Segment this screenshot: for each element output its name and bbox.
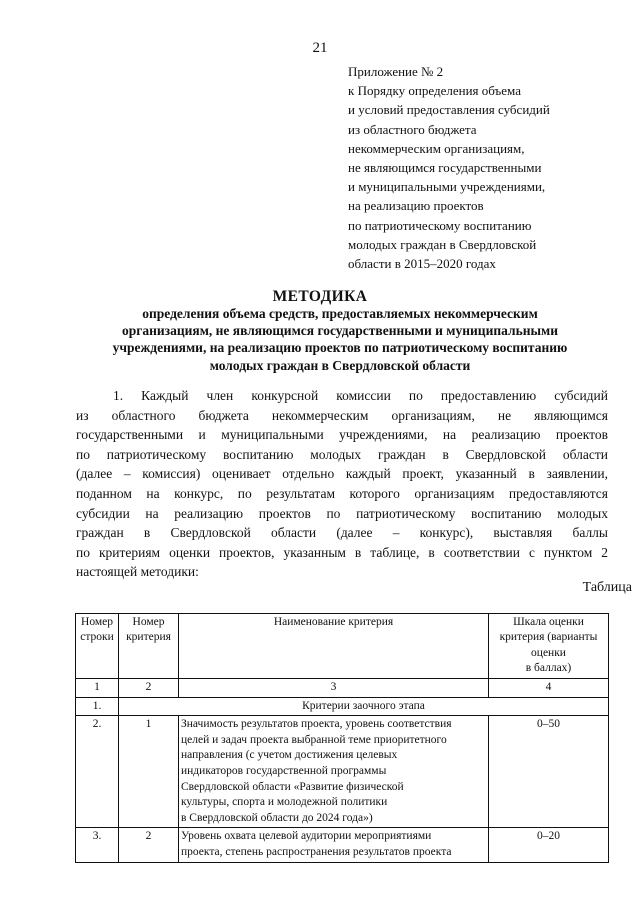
document-subtitle <box>60 305 620 374</box>
column-number: 2 <box>119 679 179 698</box>
appendix-line: Приложение № 2 <box>348 64 444 79</box>
appendix-line: и условий предоставления субсидий <box>348 102 550 118</box>
appendix-header <box>348 62 638 273</box>
criterion-scale: 0–50 <box>489 716 609 828</box>
paragraph-line: государственными и муниципальными учреждениями, на реализацию проектов <box>76 427 608 443</box>
criterion-number: 1 <box>119 716 179 828</box>
paragraph-line: (далее – комиссия) оценивает отдельно каждый проект, указанный в заявлении, <box>76 466 608 482</box>
paragraph-line: настоящей методики: <box>76 564 199 580</box>
paragraph-line: субсидии на реализацию проектов по патриотическому воспитанию молодых <box>76 505 608 521</box>
paragraph-line: по патриотическому воспитанию молодых граждан в Свердловской области <box>76 446 608 462</box>
appendix-line: на реализацию проектов <box>348 198 484 214</box>
appendix-line: по патриотическому воспитанию <box>348 217 532 233</box>
header-criterion-name: Наименование критерия <box>179 614 489 679</box>
subtitle-line: организациям, не являющимся государственными и муниципальными <box>121 323 559 339</box>
paragraph-line: граждан в Свердловской области (далее – конкурс), выставляя баллы <box>76 525 608 541</box>
table-header-row <box>76 614 609 679</box>
column-number: 4 <box>489 679 609 698</box>
subtitle-line: учреждениями, на реализацию проектов по патриотическому воспитанию <box>112 340 568 356</box>
header-row-number: Номер строки <box>76 614 119 679</box>
header-criterion-number: Номер критерия <box>119 614 179 679</box>
criterion-number: 2 <box>119 828 179 862</box>
appendix-line: некоммерческим организациям, <box>348 140 525 156</box>
paragraph-line: по критериям оценки проектов, указанным в таблице, в соответствии с пунктом 2 <box>76 544 608 560</box>
row-number: 1. <box>76 697 119 716</box>
appendix-line: к Порядку определения объема <box>348 83 521 99</box>
appendix-line: области в 2015–2020 годах <box>348 256 496 272</box>
paragraph-line: поданном на конкурс, по результатам которого организациям предоставляются <box>76 485 608 501</box>
document-title: МЕТОДИКА <box>272 288 368 305</box>
table-row <box>76 828 609 862</box>
paragraph-line: 1. Каждый член конкурсной комиссии по предоставлению субсидий <box>113 388 608 403</box>
criterion-name: Уровень охвата целевой аудитории мероприятиями проекта, степень распространения результатов проекта <box>179 828 489 862</box>
subtitle-line: определения объема средств, предоставляемых некоммерческим <box>142 306 538 321</box>
row-number: 2. <box>76 716 119 828</box>
criterion-scale: 0–20 <box>489 828 609 862</box>
criterion-name: Значимость результатов проекта, уровень соответствия целей и задач проекта выбранной теме приоритетного направления (с учетом достижения целевых индикаторов государственной программы Свердловской области «Развитие физической культуры, спорта и молодежной политики в Свердловской области до 2024 года») <box>179 716 489 828</box>
appendix-line: молодых граждан в Свердловской <box>348 236 537 252</box>
table-section-row <box>76 697 609 716</box>
paragraph-1 <box>76 386 608 582</box>
paragraph-line: из областного бюджета некоммерческим организациям, не являющимся <box>76 407 608 423</box>
row-number: 3. <box>76 828 119 862</box>
header-scale: Шкала оценки критерия (варианты оценки в баллах) <box>489 614 609 679</box>
column-numbers-row <box>76 679 609 698</box>
table-row <box>76 716 609 828</box>
column-number: 3 <box>179 679 489 698</box>
table-caption: Таблица <box>582 580 632 595</box>
column-number: 1 <box>76 679 119 698</box>
appendix-line: не являющимся государственными <box>348 160 542 176</box>
subtitle-line: молодых граждан в Свердловской области <box>209 357 471 373</box>
criteria-table <box>75 613 609 863</box>
appendix-line: из областного бюджета <box>348 121 477 137</box>
section-label: Критерии заочного этапа <box>119 697 609 716</box>
appendix-line: и муниципальными учреждениями, <box>348 179 546 195</box>
page-number: 21 <box>312 40 328 56</box>
